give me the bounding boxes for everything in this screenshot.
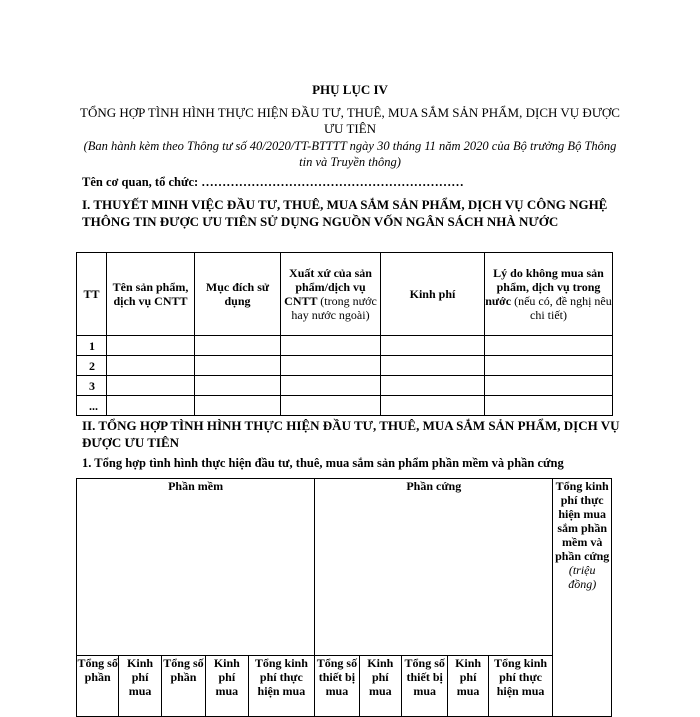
product-explanation-table <box>76 252 613 416</box>
col-name-header: Tên sản phẩm, dịch vụ CNTT <box>107 253 195 336</box>
hw-col-header: Kinh phí mua <box>359 656 401 717</box>
table-group-header-row <box>77 479 612 656</box>
col-origin-header <box>281 253 381 336</box>
col-tt-header: TT <box>77 253 107 336</box>
hw-col-header: Kinh phí mua <box>448 656 488 717</box>
document-subtitle: (Ban hành kèm theo Thông tư số 40/2020/TT-BTTTT ngày 30 tháng 11 năm 2020 của Bộ trưởng Bộ Thông tin và Truyền thông) <box>83 139 617 169</box>
col-purpose-header: Mục đích sử dụng <box>195 253 281 336</box>
hw-col-header: Tổng số thiết bị mua <box>401 656 447 717</box>
total-cost-unit: (triệu đồng) <box>568 563 597 591</box>
col-reason-label: Lý do không mua sản phẩm, dịch vụ trong nước <box>485 266 604 308</box>
col-reason-header <box>485 253 613 336</box>
row-number: ... <box>77 396 107 416</box>
sw-col-header: Tổng số phần <box>77 656 119 717</box>
row-number: 3 <box>77 376 107 396</box>
sw-col-header: Tổng số phần <box>161 656 205 717</box>
total-cost-header <box>553 479 612 717</box>
row-number: 1 <box>77 336 107 356</box>
section-2-heading: II. TỔNG HỢP TÌNH HÌNH THỰC HIỆN ĐẦU TƯ, THUÊ, MUA SẮM SẢN PHẨM, DỊCH VỤ ĐƯỢC ƯU TIÊN <box>82 418 620 450</box>
sw-col-header: Tổng kinh phí thực hiện mua <box>248 656 315 717</box>
table-header-row <box>77 253 613 336</box>
col-origin-label: Xuất xứ của sản phẩm/dịch vụ CNTT <box>284 266 372 308</box>
hw-col-header: Tổng kinh phí thực hiện mua <box>488 656 553 717</box>
sw-col-header: Kinh phí mua <box>206 656 248 717</box>
table-row <box>77 356 613 376</box>
col-cost-header: Kinh phí <box>381 253 485 336</box>
table-row <box>77 376 613 396</box>
row-number: 2 <box>77 356 107 376</box>
appendix-title: PHỤ LỤC IV <box>312 82 388 97</box>
software-hardware-summary-table <box>76 478 612 717</box>
hw-col-header: Tổng số thiết bị mua <box>315 656 359 717</box>
sw-col-header: Kinh phí mua <box>119 656 161 717</box>
document-title: TỔNG HỢP TÌNH HÌNH THỰC HIỆN ĐẦU TƯ, THUÊ, MUA SẮM SẢN PHẨM, DỊCH VỤ ĐƯỢC ƯU TIÊN <box>80 105 620 136</box>
software-header: Phần mềm <box>77 479 315 656</box>
table-row <box>77 336 613 356</box>
hardware-header: Phần cứng <box>315 479 553 656</box>
section-2-1-heading: 1. Tổng hợp tình hình thực hiện đầu tư, thuê, mua sắm sản phẩm phần mềm và phần cứng <box>82 456 564 470</box>
col-origin-note: (trong nước hay nước ngoài) <box>291 294 377 322</box>
table-sub-header-row <box>77 656 612 717</box>
total-cost-label: Tổng kinh phí thực hiện mua sắm phần mềm và phần cứng <box>555 479 610 563</box>
col-reason-note: (nếu có, đề nghị nêu chi tiết) <box>514 294 612 322</box>
section-1-heading: I. THUYẾT MINH VIỆC ĐẦU TƯ, THUÊ, MUA SẮM SẢN PHẨM, DỊCH VỤ CÔNG NGHỆ THÔNG TIN ĐƯỢC ƯU TIÊN SỬ DỤNG NGUỒN VỐN NGÂN SÁCH NHÀ NƯỚC <box>82 197 608 229</box>
table-row <box>77 396 613 416</box>
organization-line: Tên cơ quan, tổ chức: ……………………………………………………… <box>82 175 464 189</box>
